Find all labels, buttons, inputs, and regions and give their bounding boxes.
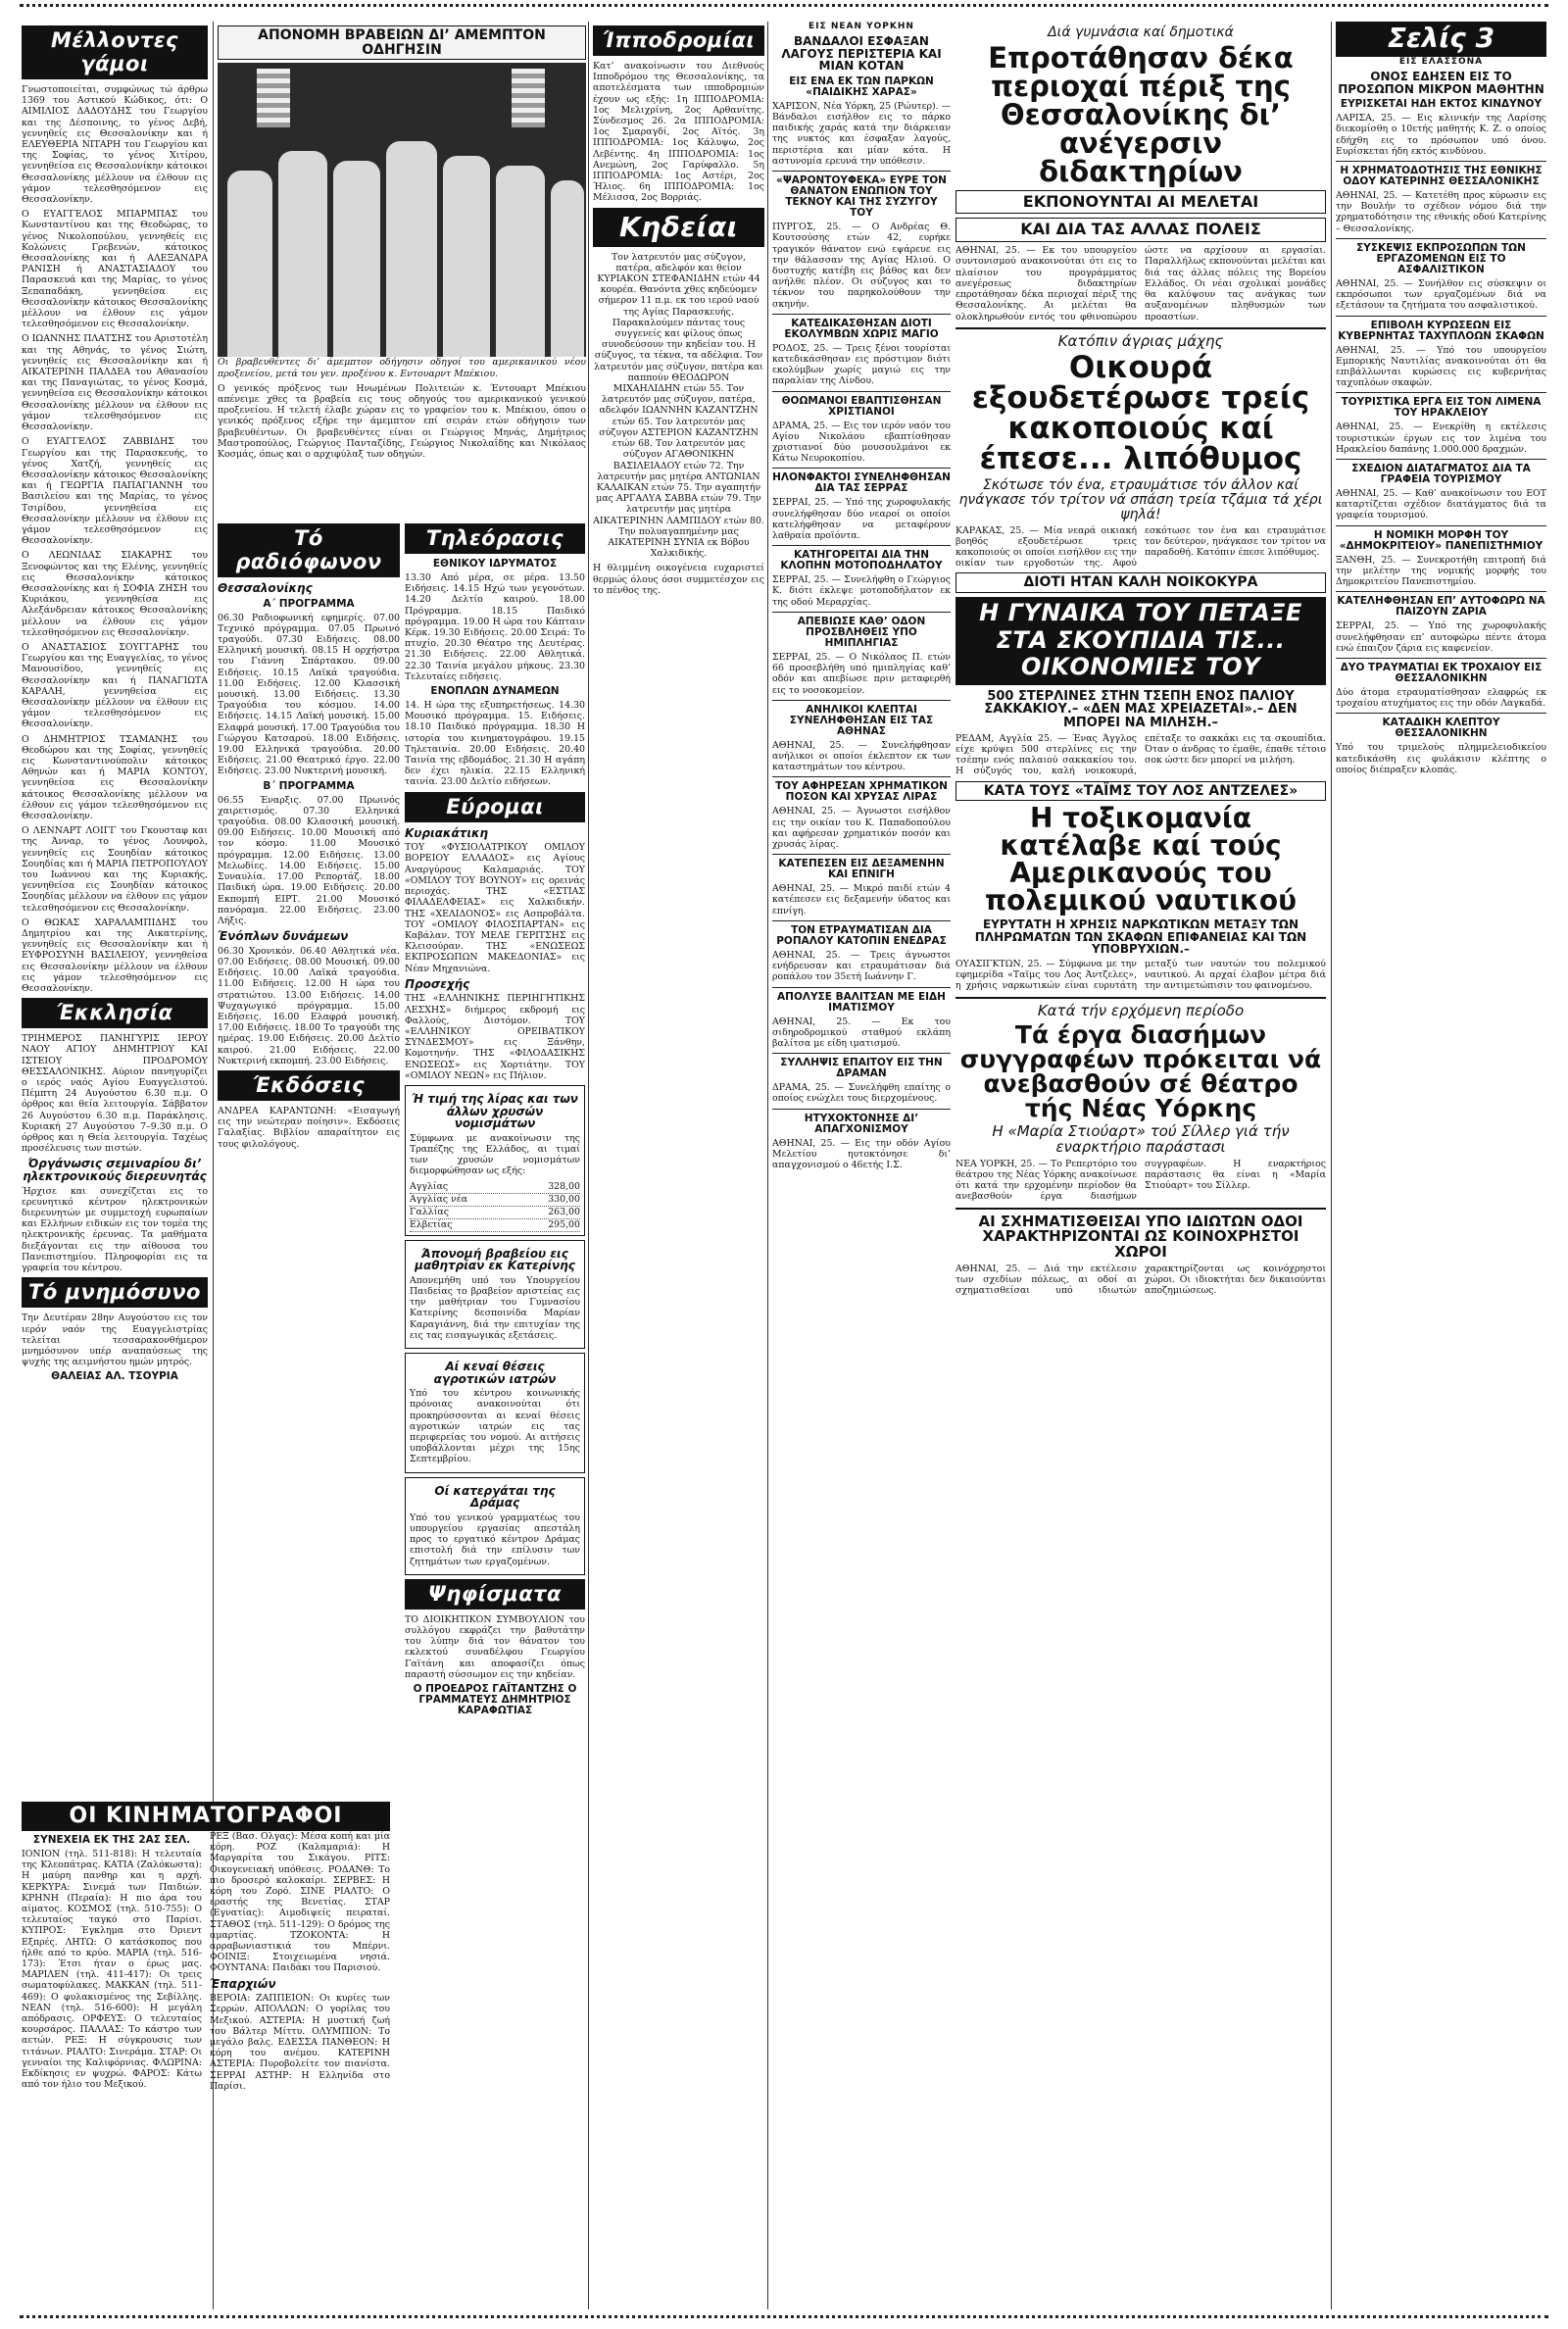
wedding-notice: Ο ΙΩΑΝΝΗΣ ΠΛΑΤΣΗΣ του Αριστοτέλη και της Αθηνάς, το γένος Σιώτη, γεννηθείς εις Θεσσαλονίκην και ή ΑΙΚΑΤΕΡΙΝΗ ΠΑΛΔΕΑ του Αθανασίου και της Παναγιώτας, το γένος Κοσμά, γεννηθείσα εις Θεσσαλονίκην κάτοικοι Θεσσαλονίκης μέλλουν να έλθουν εις γάμον τελεσθησόμενον εις Θεσσαλονίκην. (22, 333, 211, 433)
column-races-funerals (593, 22, 767, 2305)
housewife-text: ΡΕΔΑΜ, Αγγλία 25. — Ένας Άγγλος είχε κρύψει 500 στερλίνες εις την τσέπην ενός παλαιού σακκακίου του. Η σύζυγός του, καλή νοικοκυρά, επέταξε το σακκάκι εις τα σκουπίδια. Όταν ο άνδρας το έμαθε, έπαθε τέτοιο σοκ ώστε δεν μπορεί να μιλήση. (956, 732, 1329, 777)
news-text: Υπό του τριμελούς πλημμελειοδικείου κατεδικάσθη εις φυλάκισιν κλέπτης ο οποίος διέπραξεν κλοπάς. (1336, 742, 1549, 775)
news-headline: ΚΑΤΕΔΙΚΑΣΘΗΣΑΝ ΔΙΟΤΙ ΕΚΟΛΥΜΒΩΝ ΧΩΡΙΣ ΜΑΓΙΟ (784, 317, 939, 340)
housewife-headline: Η ΓΥΝΑΙΚΑ ΤΟΥ ΠΕΤΑΞΕ ΣΤΑ ΣΚΟΥΠΙΔΙΑ ΤΙΣ... ΟΙΚΟΝΟΜΙΕΣ ΤΟΥ (956, 597, 1326, 685)
memorial-text: Την Δευτέραν 28ην Αυγούστου εις τον ιερόν ναόν της Ευαγγελιστρίας τελείται τεσσαρακονθήμερον μνημόσυνον υπέρ αναπαύσεως της ψυχής της αειμνήστου ημών μητρός. (22, 1313, 211, 1368)
news-headline: ΒΑΝΔΑΛΟΙ ΕΣΦΑΞΑΝ ΛΑΓΟΥΣ ΠΕΡΙΣΤΕΡΙΑ ΚΑΙ ΜΙΑΝ ΚΟΤΑΝ (781, 34, 942, 74)
news-headline: ΣΥΛΛΗΨΙΣ ΕΠΑΙΤΟΥ ΕΙΣ ΤΗΝ ΔΡΑΜΑΝ (780, 1057, 943, 1080)
thanks-text: Η θλιμμένη οικογένεια ευχαριστεί θερμώς όλους όσοι συμμετέσχον εις το πένθος της. (593, 563, 767, 596)
church-notice: ΤΡΙΗΜΕΡΟΣ ΠΑΝΗΓΥΡΙΣ ΙΕΡΟΥ ΝΑΟΥ ΑΓΙΟΥ ΔΗΜΗΤΡΙΟΥ ΚΑΙ ΙΣΤΕΙΟΥ ΠΡΟΔΡΟΜΟΥ ΘΕΣΣΑΛΟΝΙΚΗΣ. Αύριον πανηγυρίζει ο ιερός ναός Αγίου Ευαγγελιστού. Πέμπτη 24 Αυγούστου 6.30 π.μ. Ο όρθρος και θεία λειτουργία. Σάββατον 26 Αυγούστου 6.30 π.μ. Παράκλησις. Κυριακή 27 Αυγούστου 7–9.30 π.μ. Ο όρθρος και η Θεία λειτουργία. Ταχέως προσέλευσις των πιστών. (22, 1033, 211, 1155)
news-headline: ΚΑΤΑΔΙΚΗ ΚΛΕΠΤΟΥ ΘΕΣΣΑΛΟΝΙΚΗΝ (1382, 717, 1500, 740)
gold-price-row (410, 1194, 580, 1207)
tv-banner: Τηλεόρασις (405, 523, 585, 554)
roads-text: ΑΘΗΝΑΙ, 25. — Διά την εκτέλεσιν των σχεδίων πόλεως, αι οδοί αι σχηματισθείσαι υπό ιδιωτών χαρακτηρίζονται ως κοινόχρηστοι χώροι. Οι ιδιοκτήται δεν δικαιούνται αποζημιώσεως. (956, 1263, 1329, 1297)
maid-subheadline: Σκότωσε τόν ένα, ετραυμάτισε τόν άλλον καί ηνάγκασε τόν τρίτον νά σπάση τρεία τζάμια τά χέρι ψηλά! (958, 477, 1323, 522)
lead-kicker: Διά γυμνάσια καί δημοτικά (1048, 25, 1234, 40)
gold-price-value: 328,00 (548, 1180, 580, 1192)
news-headline: ΚΑΤΕΛΗΦΘΗΣΑΝ ΕΠ’ ΑΥΤΟΦΩΡΩ ΝΑ ΠΑΙΖΟΥΝ ΖΑΡΙΑ (1337, 595, 1545, 619)
resolutions-text: ΤΟ ΔΙΟΙΚΗΤΙΚΟΝ ΣΥΜΒΟΥΛΙΟΝ του συλλόγου εκφράζει την βαθυτάτην του λύπην διά τον θάνατον του εκλεκτού συναδέλφου Γεωργίου Γαϊτάνη και αποφασίζει όπως παραστή σύσσωμον εις την κηδείαν. (405, 1613, 588, 1680)
provinces-label: Έπαρχιών (210, 1976, 276, 1991)
news-text: ΑΘΗΝΑΙ, 25. — Άγνωστοι εισήλθον εις την οικίαν του Κ. Παπαδοπούλου και αφήρεσαν χρηματικόν ποσόν και χρυσάς λίρας. (772, 806, 954, 851)
gold-price-value: 263,00 (548, 1206, 580, 1217)
awards-photo (218, 63, 586, 357)
news-headline: ΔΥΟ ΤΡΑΥΜΑΤΙΑΙ ΕΚ ΤΡΟΧΑΙΟΥ ΕΙΣ ΘΕΣΣΑΛΟΝΙΚΗΝ (1340, 661, 1543, 684)
news-text: ΑΘΗΝΑΙ, 25. — Συνελήφθησαν ανήλικοι οι οποίοι έκλεπτον εκ των καταστημάτων του κέντρου. (772, 739, 954, 773)
radio-program-a: Α΄ ΠΡΟΓΡΑΜΜΑ (263, 597, 355, 610)
flag-icon (257, 69, 290, 127)
news-text: ΑΘΗΝΑΙ, 25. — Υπό του υπουργείου Εμπορικής Ναυτιλίας ανακοινούται ότι θα επιβάλλωνται κυρώσεις εις κυβερνήτας ταχυπλόων σκαφών. (1336, 344, 1549, 389)
excursions-text: ΤΟΥ «ΦΥΣΙΟΛΑΤΡΙΚΟΥ ΟΜΙΛΟΥ ΒΟΡΕΙΟΥ ΕΛΛΑΔΟΣ» εις Αγίους Αναργύρους Καλαμαριάς. ΤΟΥ «ΟΜΙΛΟΥ ΤΟΥ ΒΟΥΝΟΥ» εις ορεινάς περιοχάς. ΤΗΣ «ΕΣΤΙΑΣ ΦΙΛΑΔΕΛΦΕΙΑΣ» εις Χαλκιδικήν. ΤΗΣ «ΧΕΛΙΔΟΝΟΣ» εις Ασπροβάλτα. ΤΟΥ «ΟΜΙΛΟΥ ΦΙΛΟΣΠΑΡΤΑΝ» εις Καβάλαν. ΤΟΥ ΜΕΛΕ ΓΕΡΙΤΣΗΣ εις Κλεισούραν. ΤΗΣ «ΕΝΩΣΕΩΣ ΕΚΠΡΟΣΩΠΩΝ ΜΑΚΕΔΟΝΙΑΣ» εις Νέαν Μηχανιώνα. (405, 842, 588, 974)
races-banner: Ίπποδρομίαι (593, 25, 764, 56)
wedding-notice: Ο ΑΝΑΣΤΑΣΙΟΣ ΣΟΥΓΓΑΡΗΣ του Γεωργίου και της Ευαγγελίας, το γένος Μανουσίδου, γεννηθείς εις Θεσσαλονίκην και ή ΠΑΝΑΓΙΩΤΑ ΚΑΡΑΛΗ, γεννηθείσα εις Θεσσαλονίκην μέλλουν να έλθουν εις γάμον τελεσθησόμενον εις Θεσσαλονίκην. (22, 641, 211, 730)
memorial-banner: Τό μνημόσυνο (22, 1277, 208, 1308)
wedding-notice: Ο ΕΥΑΓΓΕΛΟΣ ΜΠΑΡΜΠΑΣ του Κωνσταντίνου και της Θεοδώρας, το γένος Νικολοπούλου, γεννηθείς εις Κολώνεις Γρεβενών, κάτοικος Θεσσαλονίκης και ή ΑΛΕΞΑΝΔΡΑ ΡΑΝΙΣΗ ή ΑΝΑΣΤΑΣΙΑΔΟΥ του Παρασκευά και της Μαρίας, το γένος Ξεπαπαδάκη, γεννηθείσα εις Θεσσαλονίκην κάτοικος Θεσσαλονίκης μέλλουν να έλθουν εις γάμον τελεσθησόμενον εις Θεσσαλονίκην. (22, 209, 211, 330)
column-lead-stories (956, 22, 1329, 2305)
theatre-headline: Τά έργα διασήμων συγγραφέων πρόκειται νά ανεβασθούν σέ θέατρο τής Νέας Υόρκης (959, 1020, 1322, 1123)
gold-price-row (410, 1207, 580, 1219)
news-subheadline: ΕΥΡΙΣΚΕΤΑΙ ΗΔΗ ΕΚΤΟΣ ΚΙΝΔΥΝΟΥ (1340, 98, 1543, 111)
provinces-listing: ΒΕΡΟΙΑ: ΖΑΠΠΕΙΟΝ: Οι κυρίες των Σερρών. ΑΠΟΛΛΩΝ: Ο γορίλας του Μεξικού. ΑΣΤΕΡΙΑ: Η μυστική ζωή του Βάλτερ Μίττυ. ΟΛΥΜΠΙΟΝ: Το μεγάλο βαλς. ΕΔΕΣΣΑ ΠΑΝΘΕΟΝ: Η κόρη του ανέμου. ΚΑΤΕΡΙΝΗ ΑΣΤΕΡΙΑ: Πυροβολείτε τον πιανίστα. ΣΕΡΡΑΙ ΑΣΤΗΡ: Η Ελληνίδα στο Παρίσι. (210, 1993, 393, 2092)
column-tv (405, 520, 588, 2294)
news-text: ΔΡΑΜΑ, 25. — Εις τον ιερόν ναόν του Αγίου Νικολάου εβαπτίσθησαν χριστιανοί δύο μουσουλμάνοι εκ Κάτω Νευροκοπίου. (772, 420, 954, 465)
gold-price-coin: Γαλλίας (410, 1206, 449, 1217)
wedding-notice: Ο ΔΗΜΗΤΡΙΟΣ ΤΣΑΜΑΝΗΣ του Θεοδώρου και της Σοφίας, γεννηθείς εις Κωνσταντινούπολιν κάτοικος Αθηνών και ή ΜΑΡΙΑ ΚΟΝΤΟΥ, γεννηθείσα εις Θεσσαλονίκην κάτοικος Θεσσαλονίκης μέλλουν να έλθουν εις γάμον τελεσθησόμενον εις Θεσσαλονίκην. (22, 733, 211, 821)
section-label: ΕΙΣ ΕΛΑΣΣΟΝΑ (1398, 57, 1484, 67)
news-text: ΧΑΡΙΣΟΝ, Νέα Υόρκη, 25 (Ρώυτερ). — Βάνδαλοι εισήλθον εις το πάρκο παιδικής χαράς κατά την διάρκειαν της νυκτός και έσφαξαν λαγούς, περιστέρια και μίαν κότα. Η αστυνομία ερευνά την υπόθεσιν. (772, 100, 954, 167)
news-subheadline: ΕΙΣ ΕΝΑ ΕΚ ΤΩΝ ΠΑΡΚΩΝ «ΠΑΙΔΙΚΗΣ ΧΑΡΑΣ» (789, 74, 934, 98)
cinemas-continued: ΣΥΝΕΧΕΙΑ ΕΚ ΤΗΣ 2ΑΣ ΣΕΛ. (32, 1834, 191, 1846)
bottom-dotted-rule (20, 2315, 1548, 2322)
resolutions-banner: Ψηφίσματα (405, 1579, 585, 1610)
gold-price-row (410, 1181, 580, 1194)
weddings-banner: Μέλλοντες γάμοι (22, 25, 208, 79)
gold-price-coin: Αγγλίας (410, 1180, 449, 1192)
awards-text: Ο γενικός πρόξενος των Ηνωμένων Πολιτειών κ. Έντουαρτ Μπέκιου απένειμε χθες τα βραβεία εις τους οδηγούς του αμερικανικού γενικού προξενείου. Η τελετή έλαβε χώραν εις το γραφείον του κ. Μπέκιου, όπου ο γενικός πρόξενος εξήρε την άμεμπτον επί σειράν ετών οδήγησιν των βραβευθέντων. Οι βραβευθέντες είναι οι Γεώργιος Μηνάς, Δημήτριος Μαστροπούλος, Γεώργιος Πανταζίδης, Γεώργιος Νικολαΐδης και Νικόλαος Κοσμάς, όπως και ο αρχιφύλαξ των οδηγών. (218, 382, 589, 460)
news-headline: ΤΟΥΡΙΣΤΙΚΑ ΕΡΓΑ ΕΙΣ ΤΟΝ ΛΙΜΕΝΑ ΤΟΥ ΗΡΑΚΛΕΙΟΥ (1341, 396, 1542, 420)
news-headline: ΚΑΤΕΠΕΣΕΝ ΕΙΣ ΔΕΞΑΜΕΝΗΝ ΚΑΙ ΕΠΝΙΓΗ (778, 858, 945, 881)
navy-subheadline: ΕΥΡΥΤΑΤΗ Η ΧΡΗΣΙΣ ΝΑΡΚΩΤΙΚΩΝ ΜΕΤΑΞΥ ΤΩΝ ΠΛΗΡΩΜΑΤΩΝ ΤΩΝ ΣΚΑΦΩΝ ΕΠΙΦΑΝΕΙΑΣ ΚΑΙ ΤΩΝ ΥΠΟΒΡΥΧΙΩΝ.– (974, 917, 1307, 957)
radio-banner: Τό ραδιόφωνον (218, 523, 400, 577)
gold-price-row (410, 1219, 580, 1232)
theatre-subheadline: Η «Μαρία Στιούαρτ» τού Σίλλερ γιά τήν εναρκτήριο παράστασι (992, 1122, 1290, 1157)
resolutions-signature: Ο ΠΡΟΕΔΡΟΣ ΓΑΪΤΑΝΤΖΗΣ Ο ΓΡΑΜΜΑΤΕΥΣ ΔΗΜΗΤΡΙΟΣ ΚΑΡΑΦΩΤΙΑΣ (413, 1682, 577, 1716)
column-weddings (22, 22, 211, 1796)
navy-headline: Η τοξικομανία κατέλαβε καί τούς Αμερικανούς του πολεμικού ναυτικού (984, 802, 1298, 917)
news-headline: ΟΝΟΣ ΕΔΗΣΕΝ ΕΙΣ ΤΟ ΠΡΟΣΩΠΟΝ ΜΙΚΡΟΝ ΜΑΘΗΤΗΝ (1338, 70, 1544, 96)
news-headline: ΚΑΤΗΓΟΡΕΙΤΑΙ ΔΙΑ ΤΗΝ ΚΛΟΠΗΝ ΜΟΤΟΠΟΔΗΛΑΤΟΥ (780, 549, 943, 572)
news-text: ΣΕΡΡΑΙ, 25. — Συνελήφθη ο Γεώργιος Κ. διότι έκλεψε μοτοποδήλατον εκ της οδού Μεραρχίας. (772, 574, 954, 608)
radio-city: Θεσσαλονίκης (218, 581, 313, 595)
news-text: ΡΟΔΟΣ, 25. — Τρεις ξένοι τουρίσται κατεδικάσθησαν εις πρόστιμον διότι εκολύμβων χωρίς μαγιώ εις την παραλίαν της Λίνδου. (772, 342, 954, 387)
news-text: ΑΘΗΝΑΙ, 25. — Ενεκρίθη η εκτέλεσις τουριστικών έργων εις τον λιμένα του Ηρακλείου δαπάνης 1.000.000 δραχμών. (1336, 421, 1549, 455)
news-text: ΣΕΡΡΑΙ, 25. — Υπό της χωροφυλακής συνελήφθησαν δύο νεαροί οι οποίοι κατελήφθησαν να μεταφέρουν λαθραία προϊόντα. (772, 497, 954, 542)
news-text: ΑΘΗΝΑΙ, 25. — Εκ του σιδηροδρομικού σταθμού εκλάπη βαλίτσα με είδη ιματισμού. (772, 1016, 954, 1049)
column-news-briefs (772, 22, 954, 2305)
races-text: Κατ’ ανακοίνωσιν του Διεθνούς Ιπποδρόμου της Θεσσαλονίκης, τα αποτελέσματα των ιπποδρομιών έχουν ως εξής: 1η ΙΠΠΟΔΡΟΜΙΑ: 1ος Μελιχρίνη, 2ος Αρθανίτης. Σύνδεσμος 26. 2α ΙΠΠΟΔΡΟΜΙΑ: 1ος Σμαραγδί, 2ος Αϊτός. 3η ΙΠΠΟΔΡΟΜΙΑ: 1ος Κάλυψω, 2ος Λεβέντης. 4η ΙΠΠΟΔΡΟΜΙΑ: 1ος Ανεμώνη, 2ος Γαρύφαλλο. 5η ΙΠΠΟΔΡΟΜΙΑ: 1ος Αστέρι, 2ος Ήλιος. 6η ΙΠΠΟΔΡΟΜΙΑ: 1ος Μέλισσα, 2ος Βορριάς. (593, 61, 767, 204)
wedding-notice: Γνωστοποιείται, συμφώνως τώ άρθρω 1369 του Αστικού Κώδικος, ότι: Ο ΑΙΜΙΛΙΟΣ ΔΑΔΟΥΔΗΣ του Γεωργίου και της Δέσποινης, το γένος Δεβή, γεννηθείς εις Θεσσαλονίκην και ή ΕΛΕΥΘΕΡΙΑ ΝΙΤΑΡΗ του Γεωργίου και της Σοφίας, το γένος Χιτίρου, γεννηθείσα εις Θεσσαλονίκην κάτοικοι Θεσσαλονίκης μέλλουν να έλθουν εις γάμον τελεσθησόμενον εις Θεσσαλονίκην. (22, 84, 211, 206)
theatre-kicker: Κατά τήν ερχόμενη περίοδο (1037, 1001, 1245, 1019)
news-headline: Η ΧΡΗΜΑΤΟΔΟΤΗΣΙΣ ΤΗΣ ΕΘΝΙΚΗΣ ΟΔΟΥ ΚΑΤΕΡΙΝΗΣ ΘΕΣΣΑΛΟΝΙΚΗΣ (1340, 165, 1543, 188)
wedding-notice: Ο ΕΥΑΓΓΕΛΟΣ ΖΑΒΒΙΔΗΣ του Γεωργίου και της Παρασκευής, το γένος Χατζή, γεννηθείς εις Θεσσαλονίκην κάτοικος Θεσσαλονίκης και ή ΓΕΩΡΓΙΑ ΠΑΠΑΓΙΑΝΝΗ του Βασιλείου και της Μαρίας, το γένος Τσιρίδου, γεννηθείσα εις Θεσσαλονίκην μέλλουν να έλθουν εις γάμον τελεσθησόμενον εις Θεσσαλονίκην. (22, 436, 211, 547)
news-text: ΔΡΑΜΑ, 25. — Συνελήφθη επαίτης ο οποίος ενώχλει τους διερχομένους. (772, 1082, 954, 1105)
theatre-text: ΝΕΑ ΥΟΡΚΗ, 25. — Το Ρεπερτόριο του θεάτρου της Νέας Υόρκης ανακοίνωσε ότι κατά την ερχομένην περίοδον θα ανεβασθούν έργα διασήμων συγγραφέων. Η εναρκτήριος παράστασις θα είναι η «Μαρία Στιούαρτ» του Σίλλερ. (956, 1158, 1329, 1203)
gold-price-table (410, 1181, 580, 1232)
news-text: ΣΕΡΡΑΙ, 25. — Ο Νικόλαος Π. ετών 66 προσεβλήθη υπό ημιπληγίας καθ’ οδόν και απεβίωσε πριν μεταφερθή εις το νοσοκομείον. (772, 651, 954, 696)
doctors-text: Υπό του κέντρου κοινωνικής πρόνοιας ανακοινούται ότι προκηρύσσονται αι κεναί θέσεις αγροτικών ιατρών εις τας περιφερείας του νομού. Αι αιτήσεις υποβάλλονται μέχρι της 15ης Σεπτεμβρίου. (410, 1388, 583, 1465)
section-label: ΕΙΣ ΝΕΑΝ ΥΟΡΚΗΝ (808, 22, 914, 31)
news-headline: ΣΧΕΔΙΟΝ ΔΙΑΤΑΓΜΑΤΟΣ ΔΙΑ ΤΑ ΓΡΑΦΕΙΑ ΤΟΥΡΙΣΜΟΥ (1351, 463, 1531, 486)
page-number: Σελίς 3 (1336, 22, 1546, 57)
lead-text: ΑΘΗΝΑΙ, 25. — Εκ του υπουργείου συντονισμού ανακοινούται ότι εις το πλαίσιον του προγράμματος ανεγέρσεως διδακτηρίων επροτάθησαν δέκα περιοχαί πέριξ της Θεσσαλονίκης. Αι μελέται θα ολοκληρωθούν εντός του φθινοπώρου ώστε να αρχίσουν αι εργασίαι. Παραλλήλως εκπονούνται μελέται και διά τας άλλας πόλεις της Βορείου Ελλάδος. Οι νέαι σχολικαί μονάδες θα καλύψουν τας ανάγκας των αυξανομένων πληθυσμών των προαστίων. (956, 245, 1329, 322)
excursions-label: Κυριακάτικη (405, 825, 489, 840)
flag-icon (512, 69, 545, 127)
wedding-notice: Ο ΛΕΝΝΑΡΤ ΛΟΙΓΓ του Γκουσταφ και της Άνναρ, το γένος Λουνφολ, γεννηθείς εις Σουηδίαν κάτοικος Σουηδίας και ή ΜΑΡΙΑ ΠΕΤΡΟΠΟΥΛΟΥ του Ιωάννου και της Κυριακής, γεννηθείσα εις Σουηδίαν κάτοικος Σουηδίας μέλλουν να έλθουν εις γάμον τελεσθησόμενον εις Θεσσαλονίκην. (22, 825, 211, 914)
drama-headline: Οί κατεργάται της Δράμας (434, 1483, 556, 1511)
column-right-briefs (1336, 22, 1549, 2305)
gold-price-value: 330,00 (548, 1193, 580, 1205)
radio-schedule-b: 06.55 Έναρξις. 07.00 Πρωινός χαιρετισμός. 07.30 Ελληνικά τραγούδια. 08.00 Κλασσική μουσική. 09.00 Ειδήσεις. 10.00 Μουσική από τον κόσμο. 11.00 Μουσικό πρόγραμμα. 12.00 Ειδήσεις. 13.00 Μελωδίες. 14.00 Ειδήσεις. 15.00 Συναυλία. 17.00 Ρεπορτάζ. 18.00 Παιδική ώρα. 19.00 Ειδήσεις. 20.00 Εκπομπή ΕΙΡΤ. 21.00 Μουσικό πανόραμα. 22.00 Ειδήσεις. 23.00 Λήξις. (218, 794, 403, 926)
wedding-notice: Ο ΘΩΚΑΣ ΧΑΡΑΛΑΜΠΙΔΗΣ του Δημητρίου και της Αικατερίνης, γεννηθείς εις Θεσσαλονίκην και ή ΕΥΦΡΟΣΥΝΗ ΒΑΣΙΛΕΙΟΥ, γεννηθείσα εις Θεσσαλονίκην μέλλουν να έλθουν εις γάμον τελεσθησόμενον εις Θεσσαλονίκην. (22, 917, 211, 995)
news-text: ΞΑΝΘΗ, 25. — Συνεκροτήθη επιτροπή διά την μελέτην της νομικής μορφής του Δημοκριτείου Πανεπιστημίου. (1336, 554, 1549, 588)
excursions-banner: Εύρομαι (405, 792, 585, 822)
lead-subheadline: ΕΚΠΟΝΟΥΝΤΑΙ ΑΙ ΜΕΛΕΤΑΙ (956, 190, 1326, 215)
news-headline: ΤΟΥ ΑΦΗΡΕΣΑΝ ΧΡΗΜΑΤΙΚΟΝ ΠΟΣΟΝ ΚΑΙ ΧΡΥΣΑΣ ΛΙΡΑΣ (775, 780, 948, 804)
news-headline: ΗΛΟΝΦΑΚΤΟΙ ΣΥΝΕΛΗΦΘΗΣΑΝ ΔΙΑ ΤΑΣ ΣΕΡΡΑΣ (772, 471, 951, 495)
awards-headline: ΑΠΟΝΟΜΗ ΒΡΑΒΕΙΩΝ ΔΙ’ ΑΜΕΜΠΤΟΝ ΟΔΗΓΗΣΙΝ (218, 25, 586, 60)
memorial-signature: ΘΑΛΕΙΑΣ ΑΛ. ΤΣΟΥΡΙΑ (51, 1370, 178, 1383)
excursions-upcoming: Προσεχής (405, 976, 470, 991)
news-headline: ΕΠΙΒΟΛΗ ΚΥΡΩΣΕΩΝ ΕΙΣ ΚΥΒΕΡΝΗΤΑΣ ΤΑΧΥΠΛΟΩΝ ΣΚΑΦΩΝ (1338, 319, 1544, 342)
photo-caption: Οι βραβευθέντες δι’ άμεμπτον οδήγησιν οδηγοί του αμερικανικού νέου προξενείου, μετά του γεν. προξένου κ. Εντουαρντ Μπέκιου. (218, 357, 589, 379)
news-text: ΛΑΡΙΣΑ, 25. — Εις κλινικήν της Λαρίσης διεκομίσθη ο 10ετής μαθητής Κ. Ζ. ο οποίος εδήχθη εις το πρόσωπον υπό όνου. Ευρίσκεται ήδη εκτός κινδύνου. (1336, 113, 1549, 157)
news-text: ΑΘΗΝΑΙ, 25. — Εις την οδόν Αγίου Μελετίου ηυτοκτόνησε δι’ απαγχονισμού ο 46ετής Ι.Σ. (772, 1137, 954, 1171)
tv-label: ΕΘΝΙΚΟΥ ΙΔΡΥΜΑΤΟΣ (432, 558, 558, 570)
top-dotted-rule (20, 4, 1548, 11)
cinemas-banner: ΟΙ ΚΙΝΗΜΑΤΟΓΡΑΦΟΙ (22, 1802, 390, 1831)
lead-subheadline: ΚΑΙ ΔΙΑ ΤΑΣ ΑΛΛΑΣ ΠΟΛΕΙΣ (956, 218, 1326, 242)
housewife-subheadline: 500 ΣΤΕΡΛΙΝΕΣ ΣΤΗΝ ΤΣΕΠΗ ΕΝΟΣ ΠΑΛΙΟΥ ΣΑΚΚΑΚΙΟΥ.– «ΔΕΝ ΜΑΣ ΧΡΕΙΑΖΕΤΑΙ».– ΔΕΝ ΜΠΟΡΕΙ ΝΑ ΜΙΛΗΣΗ.– (984, 688, 1298, 731)
news-headline: «ΨΑΡΟΝΤΟΥΦΕΚΑ» ΕΥΡΕ ΤΟΝ ΘΑΝΑΤΟΝ ΕΝΩΠΙΟΝ ΤΟΥ ΤΕΚΝΟΥ ΚΑΙ ΤΗΣ ΣΥΖΥΓΟΥ ΤΟΥ (776, 174, 947, 220)
seminar-headline: Όργάνωσις σεμιναρίου δι’ ηλεκτρονικούς διερευνητάς (23, 1157, 207, 1184)
funerals-text: Τον λατρευτόν μας σύζυγον, πατέρα, αδελφόν και θείον ΚΥΡΙΑΚΟΝ ΣΤΕΦΑΝΙΔΗΝ ετών 44 κουρέα. Θανόντα χθες κηδεύομεν σήμερον 11 π.μ. εκ του ιερού ναού της Αγίας Παρασκευής. Παρακαλούμεν πάντας τους συγγενείς και φίλους όπως συνοδεύσουν την κηδείαν του. Η σύζυγος, τα τέκνα, τα αδέλφια. Τον λατρευτόν μας σύζυγον, πατέρα και παππούν ΘΕΟΔΩΡΟΝ ΜΙΧΑΗΛΙΔΗΝ ετών 55. Τον λατρευτόν μας σύζυγον, πατέρα, αδελφόν ΙΩΑΝΝΗΝ ΚΑΖΑΝΤΖΗΝ ετών 65. Τον λατρευτόν μας σύζυγον ΑΣΤΕΡΙΟΝ ΚΑΖΑΝΤΖΗΝ ετών 68. Τον λατρευτόν μας σύζυγον ΑΓΑΘΟΝΙΚΗΝ ΒΑΣΙΛΕΙΑΔΟΥ ετών 72. Την λατρευτήν μας μητέρα ΑΝΤΩΝΙΑΝ ΚΑΛΑΙΚΑΝ ετών 75. Την αγαπητήν μας ΑΡΓΑΛΥΑ ΣΑΒΒΑ ετών 79. Την λατρευτήν μας μητέρα ΑΙΚΑΤΕΡΙΝΗΝ ΛΑΜΠΙΔΟΥ ετών 80. Την πολυαγαπημένην μας ΑΙΚΑΤΕΡΙΝΗ ΣΥΝΙΑ εκ Βόβου Χαλκιδικής. (593, 251, 767, 560)
gold-price-intro: Σύμφωνα με ανακοίνωσιν της Τραπέζης της Ελλάδος, αι τιμαί των χρυσών νομισμάτων διεμορφώθησαν ως εξής: (410, 1132, 583, 1177)
radio-program-b: Β΄ ΠΡΟΓΡΑΜΜΑ (263, 779, 355, 792)
maid-headline: Οικουρά εξουδετέρωσε τρείς κακοποιούς καί έπεσε... λιπόθυμος (971, 350, 1310, 477)
award-headline: Άπονομή βραβείου εις μαθητρίαν εκ Κατερίνης (415, 1246, 575, 1273)
award-text: Απονεμήθη υπό του Υπουργείου Παιδείας το βραβείον αριστείας εις την μαθήτριαν του Γυμνασίου Κατερίνης δεσποινίδα Μαρίαν Καραγιάννη, διά την επιτυχίαν της εις τας εισαγωγικάς εξετάσεις. (410, 1274, 583, 1341)
seminar-text: Ήρχισε και συνεχίζεται εις το ερευνητικό κέντρον ηλεκτρονικών διερευνητών με συμμετοχή ευρωπαίων και Ελλήνων ειδικών εις τον τομέα της ηλεκτρονικής έρευνας. Τα μαθήματα διεξάγονται εις την αίθουσα του Πανεπιστημίου. Πληροφορίαι εις τα γραφεία του κέντρου. (22, 1185, 211, 1274)
doctors-headline: Αί κεναί θέσεις αγροτικών ιατρών (433, 1359, 557, 1386)
news-headline: ΑΠΕΒΙΩΣΕ ΚΑΘ’ ΟΔΟΝ ΠΡΟΣΒΛΗΘΕΙΣ ΥΠΟ ΗΜΙΠΛΗΓΙΑΣ (797, 615, 926, 649)
awards-article (218, 22, 589, 463)
publications-banner: Έκδόσεις (218, 1070, 400, 1101)
news-headline: ΑΠΟΛΥΣΕ ΒΑΛΙΤΣΑΝ ΜΕ ΕΙΔΗ ΙΜΑΤΙΣΜΟΥ (777, 990, 946, 1014)
news-text: ΑΘΗΝΑΙ, 25. — Τρεις άγνωστοι ενήδρευσαν και ετραυμάτισαν διά ροπάλου τον 35ετή Ιωάννην Γ. (772, 949, 954, 983)
tv2-label: ΕΝΟΠΛΩΝ ΔΥΝΑΜΕΩΝ (430, 685, 560, 698)
news-text: ΑΘΗΝΑΙ, 25. — Καθ’ ανακοίνωσιν του ΕΟΤ καταρτίζεται σχέδιον διατάγματος διά τα γραφεία τουρισμού. (1336, 488, 1549, 521)
news-text: ΣΕΡΡΑΙ, 25. — Υπό της χωροφυλακής συνελήφθησαν επ’ αυτοφώρω πέντε άτομα ενώ έπαιζον ζάρια εις καφενείον. (1336, 620, 1549, 654)
news-text: ΑΘΗΝΑΙ, 25. — Μικρό παιδί ετών 4 κατέπεσεν εις δεξαμενήν ύδατος και επνίγη. (772, 883, 954, 917)
excursions-upcoming-text: ΤΗΣ «ΕΛΛΗΝΙΚΗΣ ΠΕΡΙΗΓΗΤΙΚΗΣ ΛΕΣΧΗΣ» διήμερος εκδρομή εις Φαλλούς, Διστόμον. ΤΟΥ «ΕΛΛΗΝΙΚΟΥ ΟΡΕΙΒΑΤΙΚΟΥ ΣΥΝΔΕΣΜΟΥ» εις Ξάνθην, Κομοτηνήν. ΤΗΣ «ΦΙΛΟΔΑΣΙΚΗΣ ΕΝΩΣΕΩΣ» εις Χορτιάτην. ΤΟΥ «ΟΜΙΛΟΥ ΝΕΩΝ» εις Πήλιον. (405, 993, 588, 1081)
publications-text: ΑΝΔΡΕΑ ΚΑΡΑΝΤΩΝΗ: «Εισαγωγή εις την νεώτεραν ποίησιν». Εκδόσεις Γαλαξίας. Βιβλίον απαραίτητον εις τους φιλολόγους. (218, 1105, 403, 1150)
column-radio (218, 520, 403, 1794)
news-headline: Η ΝΟΜΙΚΗ ΜΟΡΦΗ ΤΟΥ «ΔΗΜΟΚΡΙΤΕΙΟΥ» ΠΑΝΕΠΙΣΤΗΜΙΟΥ (1339, 528, 1544, 552)
news-text: ΑΘΗΝΑΙ, 25. — Συνήλθον εις σύσκεψιν οι εκπρόσωποι των εργαζομένων διά να εξετάσουν τα ζητήματα του ασφαλιστικού. (1336, 277, 1549, 312)
news-headline: ΤΟΝ ΕΤΡΑΥΜΑΤΙΣΑΝ ΔΙΑ ΡΟΠΑΛΟΥ ΚΑΤΟΠΙΝ ΕΝΕΔΡΑΣ (776, 923, 947, 947)
cinema-listing: ΡΕΞ (Βασ. Ολγας): Μέσα κοπή και μία κόρη. ΡΟΖ (Καλαμαριά): Η Μαργαρίτα του Σικάγου. ΡΙΤΣ: Οικογενειακή υπόθεσις. ΡΟΔΑΝΘ: Το πιο δροσερό καλοκαίρι. ΣΕΡΒΕΣ: Η κόρη του Ζορό. ΣΙΝΕ ΡΙΑΛΤΟ: Ο εραστής της Βενετίας. ΣΤΑΡ (Εγνατίας): Αιμοδιψείς πειραταί. ΣΤΑΘΟΣ (τηλ. 511-129): Ο δρόμος της αμαρτίας. ΤΖΟΚΟΝΤΑ: Η αρραβωνιαστικιά του Μπέρνι. ΦΟΙΝΙΞ: Στοιχειωμένα νησιά. ΦΟΥΝΤΑΝΑ: Παιδάκι του Παρισιού. (210, 1831, 393, 1974)
roads-headline: ΑΙ ΣΧΗΜΑΤΙΣΘΕΙΣΑΙ ΥΠΟ ΙΔΙΩΤΩΝ ΟΔΟΙ ΧΑΡΑΚΤΗΡΙΖΟΝΤΑΙ ΩΣ ΚΟΙΝΟΧΡΗΣΤΟΙ ΧΩΡΟΙ (978, 1212, 1303, 1262)
column-rule (1331, 22, 1332, 2309)
radio-schedule-c: 06.30 Χρονικόν. 06.40 Αθλητικά νέα. 07.00 Ειδήσεις. 08.00 Μουσική. 09.00 Ειδήσεις. 10.00 Λαϊκά τραγούδια. 11.00 Ειδήσεις. 12.00 Η ώρα του στρατιώτου. 13.00 Ειδήσεις. 14.00 Ψυχαγωγικό πρόγραμμα. 15.00 Ειδήσεις. 16.00 Ελαφρά μουσική. 17.00 Ειδήσεις. 18.00 Το τραγούδι της ημέρας. 19.00 Ειδήσεις. 20.00 Δελτίο καιρού. 21.00 Ειδήσεις. 22.00 Νυκτερινή εκπομπή. 23.00 Ειδήσεις. (218, 945, 403, 1066)
wedding-notice: Ο ΛΕΩΝΙΔΑΣ ΣΙΑΚΑΡΗΣ του Ξενοφώντος και της Ελένης, γεννηθείς εις Θεσσαλονίκην κάτοικος Θεσσαλονίκης και ή ΣΟΦΙΑ ΖΗΣΗ του Κυριάκου, γεννηθείσα εις Αλεξάνδρειαν κάτοικος Θεσσαλονίκης μέλλουν να έλθουν εις γάμον τελεσθησόμενον εις Θεσσαλονίκην. (22, 550, 211, 638)
church-banner: Έκκλησία (22, 998, 208, 1028)
news-text: ΑΘΗΝΑΙ, 25. — Κατετέθη προς κύρωσιν εις την Βουλήν το σχέδιον νόμου διά την χρηματοδότησιν της εθνικής οδού Κατερίνης – Θεσσαλονίκης. (1336, 190, 1549, 234)
gold-price-headline: Ή τιμή της λίρας και των άλλων χρυσών νομισμάτων (412, 1091, 578, 1131)
column-rule (767, 22, 768, 2309)
tv2-schedule: 14. Η ώρα της εξυπηρετήσεως. 14.30 Μουσικό πρόγραμμα. 15. Ειδήσεις. 18.10 Παιδικό πρόγραμμα. 18.30 Η ιστορία του κινηματογράφου. 19.15 Τηλεταινία. 20.00 Ειδήσεις. 20.40 Ταινία της εβδομάδος. 21.30 Η αγάπη δεν έχει ηλικία. 22.15 Ελληνική ταινία. 23.00 Δελτίο ειδήσεων. (405, 700, 588, 788)
gold-price-coin: Αγγλίας νέα (410, 1193, 468, 1205)
radio-armed-forces: Ένόπλων δυνάμεων (218, 929, 349, 944)
gold-price-coin: Ελβετίας (410, 1218, 453, 1230)
cinemas-section (22, 1802, 393, 2297)
funerals-banner: Κηδείαι (593, 208, 764, 247)
navy-text: ΟΥΑΣΙΓΚΤΩΝ, 25. — Σύμφωνα με την εφημερίδα «Ταϊμς του Λος Άντζελες», η χρήσις ναρκωτικών είναι ευρυτάτη μεταξύ των ναυτών του πολεμικού ναυτικού. Αι αρχαί έλαβον μέτρα διά την αντιμετώπισιν του φαινομένου. (956, 959, 1329, 992)
navy-kicker: ΚΑΤΑ ΤΟΥΣ «ΤΑΪΜΣ ΤΟΥ ΛΟΣ ΑΝΤΖΕΛΕΣ» (956, 781, 1326, 802)
news-headline: ΗΤΥΧΟΚΤΟΝΗΣΕ ΔΙ’ ΑΠΑΓΧΟΝΙΣΜΟΥ (804, 1112, 919, 1135)
cinema-listing: ΙΟΝΙΟΝ (τηλ. 511-818): Η τελευταία της Κλεοπάτρας. ΚΑΤΙΑ (Ζαλόκωστα): Η μαύρη πανθηρ και η αρχή. ΚΕΡΚΥΡΑ: Σινεμά των Παιδιών. ΚΡΗΝΗ (Περαία): Η πιο άρα του αίματος. ΚΟΣΜΟΣ (τηλ. 510-755): Ο τελευταίος ταγκό στο Παρίσι. ΚΥΠΡΟΣ: Έγκλημα στο Όριεντ Εξπρές. ΛΗΤΩ: Ο κατάσκοπος που ήλθε από το κρύο. ΜΑΡΙΑ (τηλ. 516-173): Έτσι ήταν ο έρως μας. ΜΑΡΙΛΕΝ (τηλ. 411-417): Οι τρεις σωματοφύλακες. ΜΑΚΚΑΝ (τηλ. 511-469): Ο φυλακισμένος της Σεβίλλης. ΝΕΑΝ (τηλ. 516-600): Η μεγάλη απόδρασις. ΟΡΦΕΥΣ: Ο τελευταίος κουρσάρος. ΠΑΛΛΑΣ: Το κάστρο των αετών. ΡΕΞ: Η σύγκρουσις των τιτάνων. ΡΙΑΛΤΟ: Σινεράμα. ΣΤΑΡ: Οι γενναίοι της Καλιφόρνιας. ΦΛΩΡΙΝΑ: Εκδίκησις εν ψυχρώ. ΦΑΡΟΣ: Κάτω από τον ήλιο του Μεξικού. (22, 1849, 205, 2091)
news-headline: ΣΥΣΚΕΨΙΣ ΕΚΠΡΟΣΩΠΩΝ ΤΩΝ ΕΡΓΑΖΟΜΕΝΩΝ ΕΙΣ ΤΟ ΑΣΦΑΛΙΣΤΙΚΟΝ (1356, 241, 1526, 275)
news-text: Δύο άτομα ετραυματίσθησαν ελαφρώς εκ τροχαίου ατυχήματος εις την οδόν Λαγκαδά. (1336, 686, 1549, 710)
news-headline: ΘΟΩΜΑΝΟΙ ΕΒΑΠΤΙΣΘΗΣΑΝ ΧΡΙΣΤΙΑΝΟΙ (781, 394, 942, 418)
housewife-kicker: ΔΙΟΤΙ ΗΤΑΝ ΚΑΛΗ ΝΟΙΚΟΚΥΡΑ (956, 572, 1326, 593)
news-text: ΠΥΡΓΟΣ, 25. — Ο Ανδρέας Θ. Κουτσούσης ετών 42, ευρήκε τραγικόν θάνατον ενώ εψάρευε εις την θάλασσαν της Αγίας Ηλιού. Ο δυστυχής κατέβη εις βάθος και δεν ανήλθε πλέον. Οι σύζυγος και το τέκνον του παρηκολούθουν την σκηνήν. (772, 222, 954, 310)
drama-text: Υπό του γενικού γραμματέως του υπουργείου εργασίας απεστάλη προς το εργατικό κέντρον Δράμας επιστολή διά την επίλυσιν των ζητημάτων των εργαζομένων. (410, 1511, 583, 1567)
radio-schedule-a: 06.30 Ραδιοφωνική εφημερίς. 07.00 Τεχνικό πρόγραμμα. 07.05 Πρωινό τραγούδι. 07.30 Ειδήσεις. 08.00 Ελληνική μουσική. 08.15 Η ορχήστρα του Γιάννη Σπάρτακου. 09.00 Ειδήσεις. 10.15 Λαϊκά τραγούδια. 11.00 Ειδήσεις. 12.00 Κλασσική μουσική. 13.00 Ειδήσεις. 13.30 Τραγούδια του κόσμου. 14.00 Ειδήσεις. 14.15 Λαϊκή μουσική. 15.00 Ελαφρά μουσική. 17.00 Τραγούδια του Γιώργου Κατσαρού. 18.00 Ειδήσεις. 19.00 Ελληνικά τραγούδια. 20.00 Ειδήσεις. 21.00 Θεατρικό έργο. 22.00 Ειδήσεις. 23.00 Νυκτερινή μουσική. (218, 612, 403, 777)
tv-schedule: 13.30 Από μέρα, σε μέρα. 13.50 Ειδήσεις. 14.15 Ηχώ των γεγονότων. 14.20 Δελτίο καιρού. 18.00 Πρόγραμμα. 18.15 Παιδικό πρόγραμμα. 19.00 Η ώρα του Κάπταιν Κέρκ. 19.30 Ειδήσεις. 20.00 Σειρά: Το πτυχίο. 20.30 Θέατρο της Δευτέρας. 21.30 Ειδήσεις. 22.00 Αθλητικά. 22.30 Ταινία μεγάλου μήκους. 23.30 Τελευταίες ειδήσεις. (405, 572, 588, 682)
lead-headline: Επροτάθησαν δέκα περιοχαί πέριξ της Θεσσαλονίκης δι’ ανέγερσιν διδακτηρίων (988, 40, 1294, 188)
gold-price-value: 295,00 (548, 1218, 580, 1230)
story-kicker: Κατόπιν άγριας μάχης (1057, 331, 1224, 350)
news-headline: ΑΝΗΛΙΚΟΙ ΚΛΕΠΤΑΙ ΣΥΝΕΛΗΦΘΗΣΑΝ ΕΙΣ ΤΑΣ ΑΘΗΝΑΣ (789, 703, 934, 737)
maid-text: ΚΑΡΑΚΑΣ, 25. — Μία νεαρά οικιακή βοηθός εξουδετέρωσε τρεις κακοποιούς οι οποίοι εισήλθον εις την οικίαν των εργοδοτών της. Αφού εσκότωσε τον ένα και ετραυμάτισε τον δεύτερον, ηνάγκασε τον τρίτον να παραδοθή. Κατόπιν έπεσε λιπόθυμος. (956, 524, 1329, 570)
